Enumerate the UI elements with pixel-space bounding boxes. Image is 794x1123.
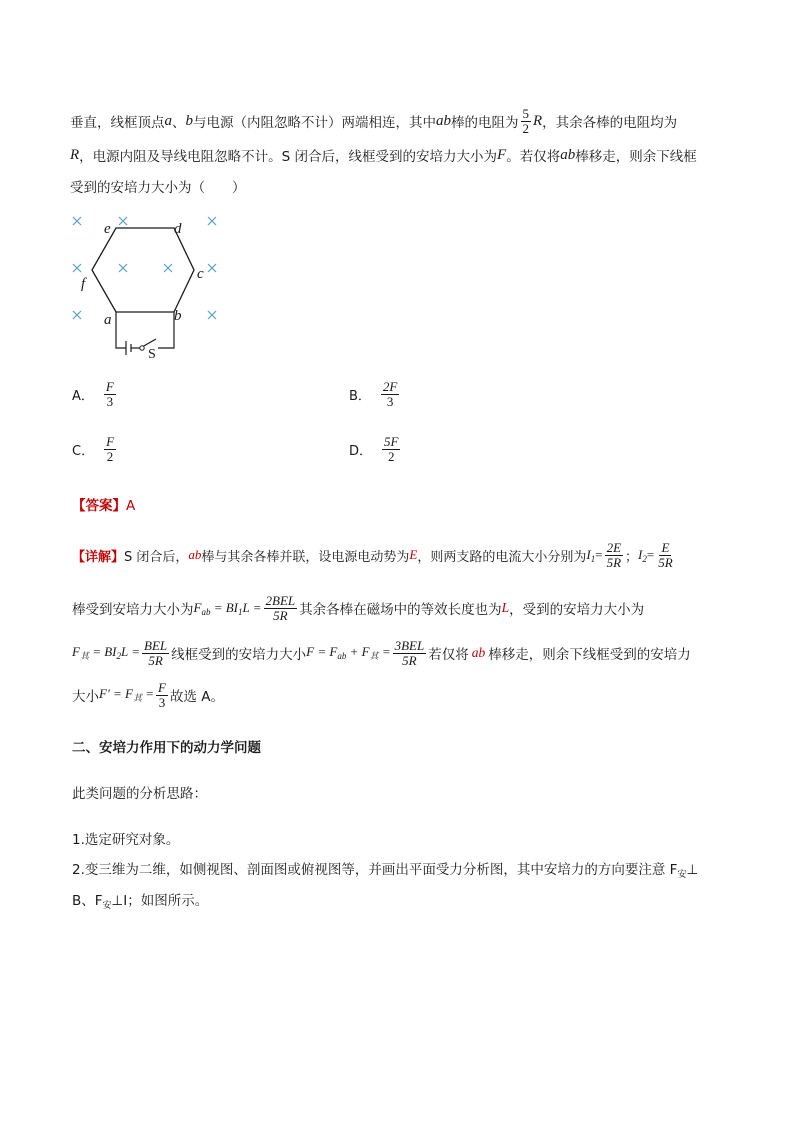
fraction-denominator: 5R xyxy=(148,652,163,668)
step-1: 1.选定研究对象。 xyxy=(72,832,180,848)
subscript: 1 xyxy=(590,553,596,564)
vertex-a: a xyxy=(164,112,172,129)
detail-text: S 闭合后， xyxy=(124,549,189,565)
fraction-3BEL-5R xyxy=(393,639,427,667)
step-2-line-2 xyxy=(72,889,208,911)
question-text: 棒的电阻为 xyxy=(451,115,519,131)
option-letter: C． xyxy=(72,443,95,459)
fraction-denominator: 3 xyxy=(386,393,394,409)
fraction-numerator: 5F xyxy=(384,434,399,449)
subscript: 2 xyxy=(116,651,122,661)
subscript: ab xyxy=(337,651,347,661)
fraction-2E-5R xyxy=(605,541,623,569)
subscript: 安 xyxy=(102,901,112,911)
label-a: a xyxy=(104,312,112,328)
question-text: 与电源（内阻忽略不计）两端相连，其中 xyxy=(193,115,436,131)
formula-part: F′ = F xyxy=(99,686,133,701)
step-2-line-1 xyxy=(72,858,698,880)
resistance-R: R xyxy=(533,112,543,129)
detail-text: 线框受到的安培力大小 xyxy=(171,647,307,663)
cross-mark xyxy=(164,264,172,272)
cross-mark xyxy=(119,217,127,225)
answer-tag: 【答案】 xyxy=(72,498,126,514)
symbol-F: F xyxy=(193,599,202,615)
fraction-denominator: 5R xyxy=(606,554,622,570)
fraction-denominator: 3 xyxy=(106,393,114,409)
detail-text: 大小 xyxy=(72,689,99,705)
detail-line-3 xyxy=(72,635,691,671)
current-I2 xyxy=(638,547,647,564)
step-text: ⊥I；如图所示。 xyxy=(111,893,209,909)
fraction-2BEL-5R xyxy=(264,594,298,622)
equals: = xyxy=(595,547,603,562)
subscript: 1 xyxy=(238,606,243,617)
cross-mark xyxy=(208,264,216,272)
fraction-numerator: 2BEL xyxy=(265,592,296,608)
option-fraction xyxy=(104,435,116,463)
detail-tag: 【详解】 xyxy=(72,549,125,565)
formula-part: = xyxy=(142,686,155,701)
detail-text: ，则两支路的电流大小分别为 xyxy=(417,549,587,565)
subscript: 2 xyxy=(642,553,647,564)
cross-mark xyxy=(208,311,216,319)
step-text: B、F xyxy=(72,893,103,909)
label-d: d xyxy=(174,221,182,237)
battery-switch-circuit xyxy=(116,312,174,355)
fraction-numerator: F xyxy=(158,679,166,695)
label-S: S xyxy=(148,347,156,362)
switch-contact xyxy=(140,346,144,350)
answer-line xyxy=(72,494,135,514)
formula-F-prime xyxy=(99,686,154,704)
question-text: 。若仅将 xyxy=(506,149,561,165)
fraction-numerator: E xyxy=(661,539,670,555)
subscript: 其 xyxy=(79,651,89,661)
symbol-I: I xyxy=(586,546,591,562)
cross-mark xyxy=(73,264,81,272)
option-letter: D． xyxy=(349,443,373,459)
section-heading: 二、安培力作用下的动力学问题 xyxy=(72,740,261,756)
fraction-numerator: 3BEL xyxy=(394,637,425,653)
emf-E: E xyxy=(409,547,418,562)
detail-text: 棒移走，则余下线框受到的安培力 xyxy=(488,647,691,663)
detail-text: 其余各棒在磁场中的等效长度也为 xyxy=(299,602,502,618)
detail-line-4 xyxy=(72,677,224,713)
formula-part: = BI xyxy=(210,599,238,615)
subscript: 其 xyxy=(369,651,379,661)
label-b: b xyxy=(174,308,182,324)
formula-Fab xyxy=(194,600,262,617)
resistance-R: R xyxy=(70,146,80,163)
subscript: 其 xyxy=(133,693,143,703)
fraction-numerator: BEL xyxy=(144,637,168,653)
length-L: L xyxy=(501,600,510,615)
fraction-denominator: 5R xyxy=(402,652,417,668)
perp-symbol: ⊥ xyxy=(686,862,699,878)
semicolon: ； xyxy=(625,549,639,565)
detail-line-2 xyxy=(72,590,644,626)
question-text: 受到的安培力大小为（ ） xyxy=(70,180,246,196)
rod-ab: ab xyxy=(436,112,451,129)
formula-part: + F xyxy=(346,644,370,659)
subscript: ab xyxy=(201,606,211,617)
cross-mark xyxy=(73,217,81,225)
hexagon-circuit-figure xyxy=(64,206,234,366)
detail-text: 棒受到安培力大小为 xyxy=(72,602,194,618)
formula-part: = BI xyxy=(88,644,117,659)
rod-ab: ab xyxy=(560,146,576,163)
detail-text: 棒与其余各棒并联，设电源电动势为 xyxy=(201,549,410,565)
fraction-numerator: F xyxy=(105,379,114,394)
option-c[interactable] xyxy=(72,435,118,463)
fraction-numerator: 2F xyxy=(382,379,398,394)
formula-Fqi xyxy=(72,644,140,662)
fraction-numerator: 5 xyxy=(522,105,529,121)
question-text: 棒移走，则余下线框 xyxy=(575,149,697,165)
formula-part: L = xyxy=(242,599,262,615)
question-text: ，其余各棒的电阻均为 xyxy=(542,115,678,131)
section-intro: 此类问题的分析思路： xyxy=(72,786,207,802)
question-text: ，电源内阻及导线电阻忽略不计。S 闭合后，线框受到的安培力大小为 xyxy=(79,149,498,165)
magnetic-field-crosses xyxy=(73,217,216,319)
equals: = xyxy=(646,547,655,562)
label-f: f xyxy=(81,276,86,292)
hexagon-frame xyxy=(92,228,194,312)
fraction-F-3 xyxy=(156,681,168,709)
current-I1 xyxy=(586,547,595,564)
question-line-2 xyxy=(70,145,697,165)
vertex-b: b xyxy=(185,112,193,129)
label-c: c xyxy=(197,266,204,282)
detail-line-1 xyxy=(72,537,677,573)
fraction-numerator: 2E xyxy=(606,539,622,555)
fraction-numerator: F xyxy=(106,434,115,449)
fraction-denominator: 5R xyxy=(273,607,288,623)
force-F: F xyxy=(497,146,507,163)
formula-part: L = xyxy=(121,644,141,659)
question-text: 垂直，线框顶点 xyxy=(70,115,165,131)
symbol-I: I xyxy=(638,546,643,562)
step-text: 2.变三维为二维，如侧视图、剖面图或俯视图等，并画出平面受力分析图，其中安培力的方向要注意 F xyxy=(72,862,678,878)
cross-mark xyxy=(208,217,216,225)
detail-text: 若仅将 xyxy=(428,647,469,663)
fraction-denominator: 5R xyxy=(658,554,673,570)
fraction-denominator: 2 xyxy=(522,120,529,136)
option-fraction xyxy=(381,380,399,408)
fraction-BEL-5R xyxy=(142,639,169,667)
fraction-E-5R xyxy=(656,541,674,569)
answer-value: A xyxy=(126,498,136,514)
rod-ab: ab xyxy=(188,547,202,562)
option-b[interactable] xyxy=(349,380,401,408)
option-fraction xyxy=(382,435,400,463)
option-d[interactable] xyxy=(349,435,402,463)
formula-part: F = F xyxy=(306,644,338,659)
question-line-3 xyxy=(70,176,246,196)
cross-mark xyxy=(73,311,81,319)
detail-text: 故选 A。 xyxy=(170,689,225,705)
symbol-F: F xyxy=(72,644,80,659)
option-letter: B． xyxy=(349,388,371,404)
formula-part: = xyxy=(378,644,391,659)
fraction-denominator: 2 xyxy=(106,448,114,464)
detail-text: ，受到的安培力大小为 xyxy=(509,602,645,618)
separator: 、 xyxy=(172,115,186,131)
subscript: 安 xyxy=(677,870,687,880)
cross-mark xyxy=(119,264,127,272)
fraction-5-2 xyxy=(521,107,532,135)
question-line-1 xyxy=(70,104,677,138)
option-letter: A． xyxy=(72,388,94,404)
formula-F-total xyxy=(306,644,390,662)
label-e: e xyxy=(104,221,111,237)
fraction-denominator: 2 xyxy=(387,448,395,464)
option-a[interactable] xyxy=(72,380,118,408)
fraction-denominator: 3 xyxy=(158,694,166,710)
option-fraction xyxy=(104,380,116,408)
rod-ab: ab xyxy=(471,645,486,660)
